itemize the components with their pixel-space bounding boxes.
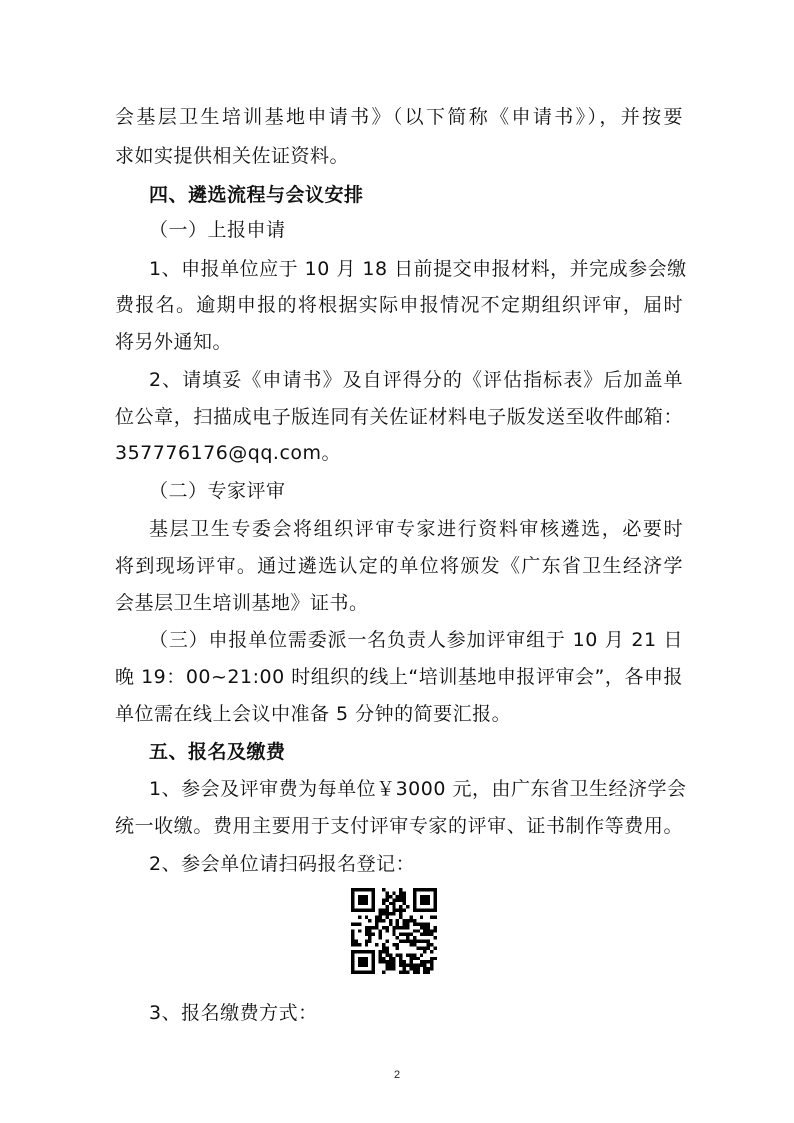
subsection-heading: （二）专家评审	[149, 480, 286, 502]
paragraph-line: 费报名。逾期申报的将根据实际申报情况不定期组织评审，届时	[115, 294, 683, 316]
paragraph-line: 基层卫生专委会将组织评审专家进行资料审核遴选，必要时	[149, 518, 683, 540]
paragraph-line: 3、报名缴费方式：	[149, 1002, 318, 1024]
email-address: 357776176@qq.com。	[115, 442, 342, 464]
paragraph-line: 会基层卫生培训基地》证书。	[115, 592, 369, 614]
paragraph-line: 将另外通知。	[115, 331, 233, 353]
paragraph-line: 1、申报单位应于 10 月 18 日前提交申报材料，并完成参会缴	[149, 258, 687, 280]
paragraph-line: （三）申报单位需委派一名负责人参加评审组于 10 月 21 日	[149, 629, 683, 651]
section-heading: 五、报名及缴费	[149, 741, 286, 763]
paragraph-line: 晚 19：00~21:00 时组织的线上“培训基地申报评审会”，各申报	[115, 666, 683, 688]
paragraph-line: 统一收缴。费用主要用于支付评审专家的评审、证书制作等费用。	[115, 815, 683, 837]
paragraph-line: 单位需在线上会议中准备 5 分钟的简要汇报。	[115, 703, 512, 725]
paragraph-line: 位公章，扫描成电子版连同有关佐证材料电子版发送至收件邮箱：	[115, 406, 683, 428]
subsection-heading: （一）上报申请	[149, 219, 286, 241]
section-heading: 四、遴选流程与会议安排	[149, 184, 364, 206]
paragraph-line: 会基层卫生培训基地申请书》（以下简称《申请书》），并按要	[115, 106, 683, 128]
paragraph-line: 1、参会及评审费为每单位￥3000 元，由广东省卫生经济学会	[149, 778, 687, 800]
paragraph-line: 2、请填妥《申请书》及自评得分的《评估指标表》后加盖单	[149, 369, 683, 391]
paragraph-line: 将到现场评审。通过遴选认定的单位将颁发《广东省卫生经济学	[115, 555, 683, 577]
paragraph-line: 2、参会单位请扫码报名登记：	[149, 853, 416, 875]
page-number: 2	[393, 1069, 401, 1081]
paragraph-line: 求如实提供相关佐证资料。	[115, 145, 350, 167]
registration-qr-code[interactable]	[351, 888, 437, 974]
